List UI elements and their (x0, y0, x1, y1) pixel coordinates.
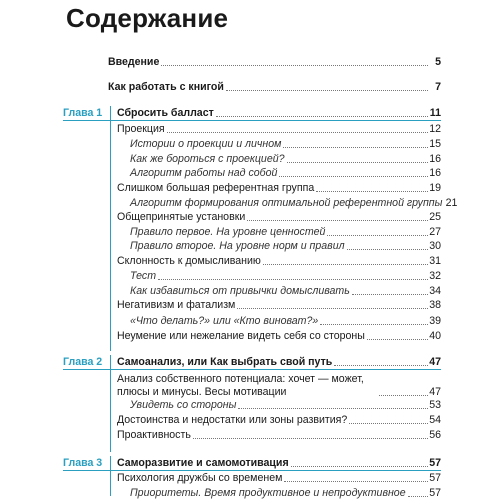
toc-entry[interactable] (0, 239, 441, 253)
toc-entry-page: 12 (429, 123, 441, 135)
toc-entry[interactable] (0, 137, 441, 151)
toc-entry[interactable] (0, 80, 441, 94)
toc-entry[interactable] (0, 471, 441, 485)
dot-leader (327, 235, 428, 236)
toc-entry-page: 57 (429, 487, 441, 499)
toc-entry-title: Сбросить балласт (117, 107, 214, 119)
toc-entry-page: 21 (445, 197, 458, 209)
dot-leader (161, 65, 428, 66)
toc-entry-title: Правило второе. На уровне норм и правил (130, 240, 345, 252)
toc-entry-title: Склонность к домысливанию (117, 255, 261, 267)
dot-leader (320, 324, 428, 325)
toc-entry-title: Анализ собственного потенциала: хочет — может, плюсы и минусы. Весы мотивации (117, 373, 378, 399)
chapter-number: Глава 2 (63, 356, 103, 368)
dot-leader (284, 481, 428, 482)
toc-entry-page: 27 (429, 226, 441, 238)
toc-entry-page: 5 (429, 55, 441, 69)
toc-entry[interactable] (0, 152, 441, 166)
dot-leader (226, 90, 428, 91)
toc-entry-page: 19 (429, 182, 441, 194)
chapter-guide-line (110, 355, 111, 452)
dot-leader (263, 264, 428, 265)
toc-entry[interactable] (0, 254, 441, 268)
toc-entry-title: Как же бороться с проекцией? (130, 153, 285, 165)
toc-entry[interactable] (0, 398, 441, 412)
dot-leader (283, 147, 428, 148)
toc-entry-page: 54 (429, 414, 441, 426)
toc-entry[interactable] (0, 428, 441, 442)
toc-entry-page: 34 (429, 285, 441, 297)
toc-entry-page: 7 (429, 80, 441, 94)
toc-entry-title: Введение (108, 56, 160, 68)
toc-entry[interactable] (0, 329, 441, 343)
toc-entry-title: Психология дружбы со временем (117, 472, 283, 484)
toc-entry-title: Проактивность (117, 429, 191, 441)
toc-entry-title: Слишком большая референтная группа (117, 182, 315, 194)
dot-leader (158, 279, 428, 280)
dot-leader (167, 132, 428, 133)
toc-entry-page: 32 (429, 270, 441, 282)
dot-leader (247, 220, 428, 221)
dot-leader (379, 395, 428, 396)
chapter-rule (63, 369, 441, 370)
toc-entry[interactable] (0, 373, 441, 399)
toc-entry[interactable] (0, 181, 441, 195)
toc-entry-title: Негативизм и фатализм (117, 299, 236, 311)
chapter-rule (63, 120, 441, 121)
toc-entry-page: 47 (429, 386, 441, 398)
toc-entry-title: Приоритеты. Время продуктивное и непродуктивное (130, 487, 406, 499)
toc-entry[interactable] (0, 210, 441, 224)
toc-entry[interactable] (0, 106, 441, 120)
toc-entry-title: Как работать с книгой (108, 81, 224, 93)
dot-leader (352, 294, 428, 295)
toc-entry-page: 38 (429, 299, 441, 311)
toc-entry-page: 16 (429, 167, 441, 179)
dot-leader (334, 365, 428, 366)
toc-entry-page: 31 (429, 255, 441, 267)
toc-entry[interactable] (0, 284, 441, 298)
toc-entry-title: Алгоритм формирования оптимальной референтной группы (130, 197, 443, 209)
dot-leader (237, 308, 428, 309)
toc-entry-page: 40 (429, 330, 441, 342)
toc-entry-title: Общепринятые установки (117, 211, 246, 223)
dot-leader (291, 466, 428, 467)
toc-entry-page: 30 (429, 240, 441, 252)
chapter-guide-line (110, 456, 111, 496)
toc-entry-title: Алгоритм работы над собой (130, 167, 278, 179)
dot-leader (287, 162, 428, 163)
toc-entry[interactable] (0, 456, 441, 470)
dot-leader (216, 116, 428, 117)
toc-entry-page: 47 (429, 356, 441, 368)
chapter-number: Глава 1 (63, 107, 103, 119)
toc-entry-page: 15 (429, 138, 441, 150)
toc-entry-title: Увидеть со стороны (130, 399, 237, 411)
toc-entry-page: 57 (429, 472, 441, 484)
toc-entry-title: Правило первое. На уровне ценностей (130, 226, 326, 238)
toc-entry[interactable] (0, 225, 441, 239)
toc-entry[interactable] (0, 486, 441, 500)
dot-leader (367, 339, 428, 340)
dot-leader (279, 176, 428, 177)
toc-entry[interactable] (0, 196, 458, 210)
toc-entry[interactable] (0, 269, 441, 283)
chapter-number: Глава 3 (63, 457, 103, 469)
toc-entry-title: Как избавиться от привычки домысливать (130, 285, 350, 297)
toc-entry[interactable] (0, 413, 441, 427)
toc-entry[interactable] (0, 166, 441, 180)
toc-entry-title: Самоанализ, или Как выбрать свой путь (117, 356, 333, 368)
toc-entry[interactable] (0, 122, 441, 136)
dot-leader (193, 438, 428, 439)
toc-entry-title: Истории о проекции и личном (130, 138, 282, 150)
dot-leader (347, 249, 428, 250)
page-title: Содержание (66, 3, 229, 33)
toc-entry[interactable] (0, 355, 441, 369)
dot-leader (238, 408, 428, 409)
chapter-rule (63, 470, 441, 471)
toc-entry-page: 25 (429, 211, 441, 223)
toc-entry-title: Проекция (117, 123, 165, 135)
toc-entry[interactable] (0, 55, 441, 69)
toc-entry-title: Неумение или нежелание видеть себя со стороны (117, 330, 365, 342)
toc-entry-title: «Что делать?» или «Кто виноват?» (130, 315, 319, 327)
toc-entry-page: 11 (429, 107, 441, 119)
toc-entry-page: 57 (429, 457, 441, 469)
dot-leader (408, 496, 428, 497)
toc-entry-page: 16 (429, 153, 441, 165)
toc-entry[interactable] (0, 314, 441, 328)
dot-leader (349, 423, 428, 424)
toc-entry-title: Достоинства и недостатки или зоны развития? (117, 414, 348, 426)
toc-entry-title: Саморазвитие и самомотивация (117, 457, 289, 469)
toc-entry-title: Тест (130, 270, 157, 282)
toc-entry[interactable] (0, 298, 441, 312)
toc-entry-page: 39 (429, 315, 441, 327)
dot-leader (316, 191, 428, 192)
chapter-guide-line (110, 106, 111, 351)
toc-entry-page: 56 (429, 429, 441, 441)
toc-entry-page: 53 (429, 399, 441, 411)
